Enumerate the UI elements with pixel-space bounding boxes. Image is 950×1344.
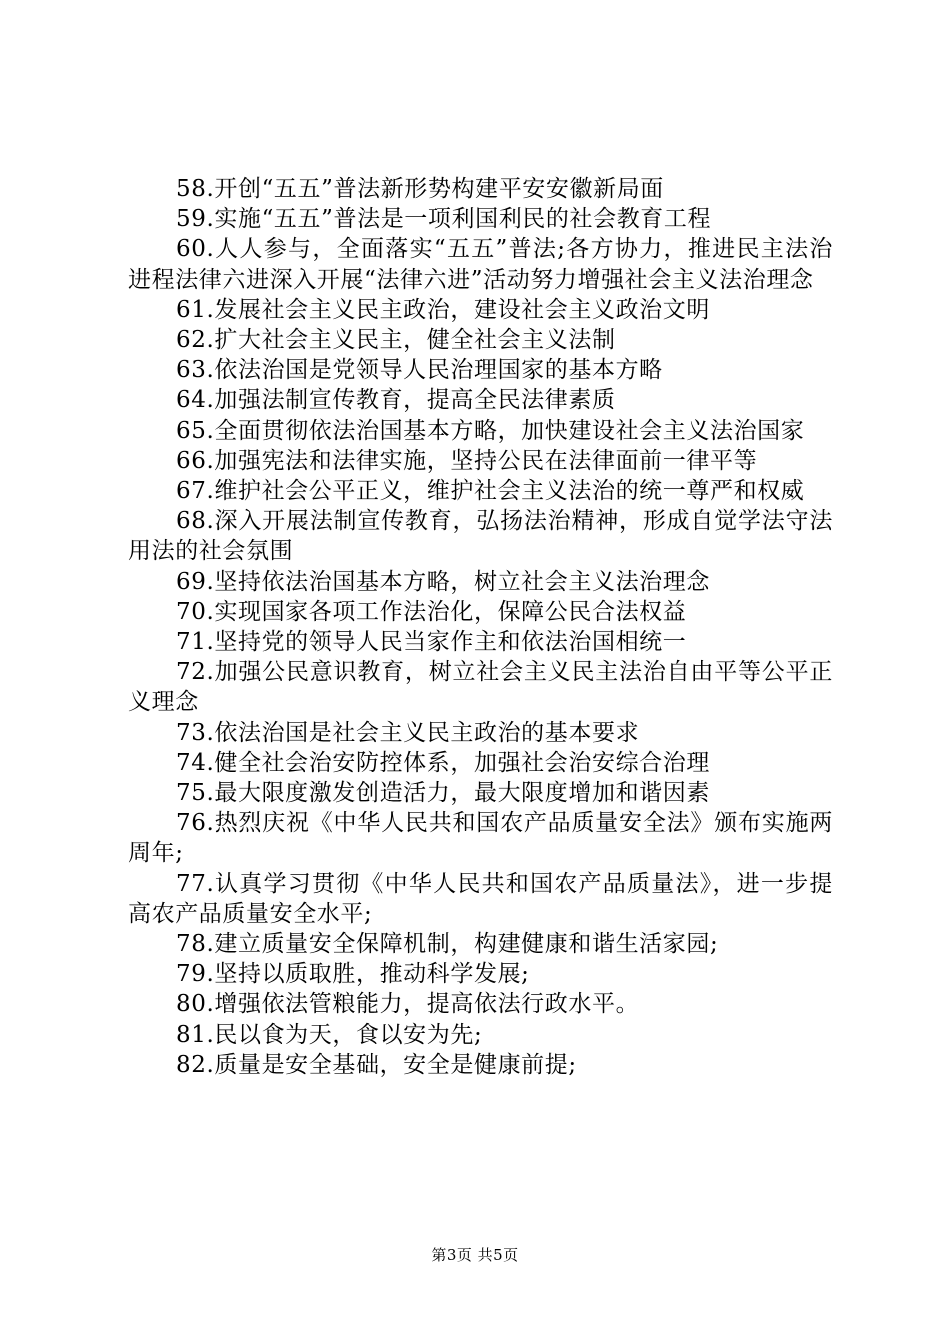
slogan-paragraph: 73.依法治国是社会主义民主政治的基本要求 (176, 719, 640, 746)
slogan-paragraph: 74.健全社会治安防控体系，加强社会治安综合治理 (176, 749, 710, 776)
slogan-paragraph: 60.人人参与，全面落实“五五”普法;各方协力，推进民主法治进程法律六进深入开展“法律六进”活动努力增强社会主义法治理念 (128, 236, 833, 293)
slogan-paragraph: 66.加强宪法和法律实施，坚持公民在法律面前一律平等 (176, 447, 758, 474)
slogan-paragraph: 69.坚持依法治国基本方略，树立社会主义法治理念 (176, 568, 710, 595)
slogan-paragraph: 79.坚持以质取胜，推动科学发展; (176, 961, 530, 988)
slogan-paragraph: 71.坚持党的领导人民当家作主和依法治国相统一 (176, 629, 687, 656)
slogan-paragraph: 80.增强依法管粮能力，提高依法行政水平。 (176, 991, 640, 1018)
slogan-paragraph: 64.加强法制宣传教育，提高全民法律素质 (176, 387, 616, 414)
slogan-paragraph: 81.民以食为天，食以安为先; (176, 1021, 483, 1048)
slogan-paragraph: 78.建立质量安全保障机制，构建健康和谐生活家园; (176, 931, 719, 958)
slogan-paragraph: 77.认真学习贯彻《中华人民共和国农产品质量法》，进一步提高农产品质量安全水平; (128, 870, 833, 927)
slogan-paragraph: 58.开创“五五”普法新形势构建平安安徽新局面 (176, 176, 664, 202)
slogan-paragraph: 59.实施“五五”普法是一项利国利民的社会教育工程 (176, 206, 712, 233)
slogan-paragraph: 65.全面贯彻依法治国基本方略，加快建设社会主义法治国家 (176, 417, 805, 444)
slogan-paragraph: 82.质量是安全基础，安全是健康前提; (176, 1051, 577, 1078)
slogan-paragraph: 68.深入开展法制宣传教育，弘扬法治精神，形成自觉学法守法用法的社会氛围 (128, 508, 833, 565)
slogan-paragraph: 76.热烈庆祝《中华人民共和国农产品质量安全法》颁布实施两周年; (128, 810, 833, 867)
slogan-paragraph: 75.最大限度激发创造活力，最大限度增加和谐因素 (176, 780, 710, 807)
document-body (128, 174, 833, 1080)
slogan-paragraph: 63.依法治国是党领导人民治理国家的基本方略 (176, 357, 663, 384)
slogan-paragraph: 67.维护社会公平正义，维护社会主义法治的统一尊严和权威 (176, 478, 805, 505)
slogan-paragraph: 72.加强公民意识教育，树立社会主义民主法治自由平等公平正义理念 (128, 659, 833, 716)
slogan-paragraph: 70.实现国家各项工作法治化，保障公民合法权益 (176, 598, 687, 625)
page-number-footer: 第3页 共5页 (431, 1246, 519, 1264)
slogan-paragraph: 62.扩大社会主义民主，健全社会主义法制 (176, 327, 616, 354)
slogan-paragraph: 61.发展社会主义民主政治，建设社会主义政治文明 (176, 296, 710, 323)
